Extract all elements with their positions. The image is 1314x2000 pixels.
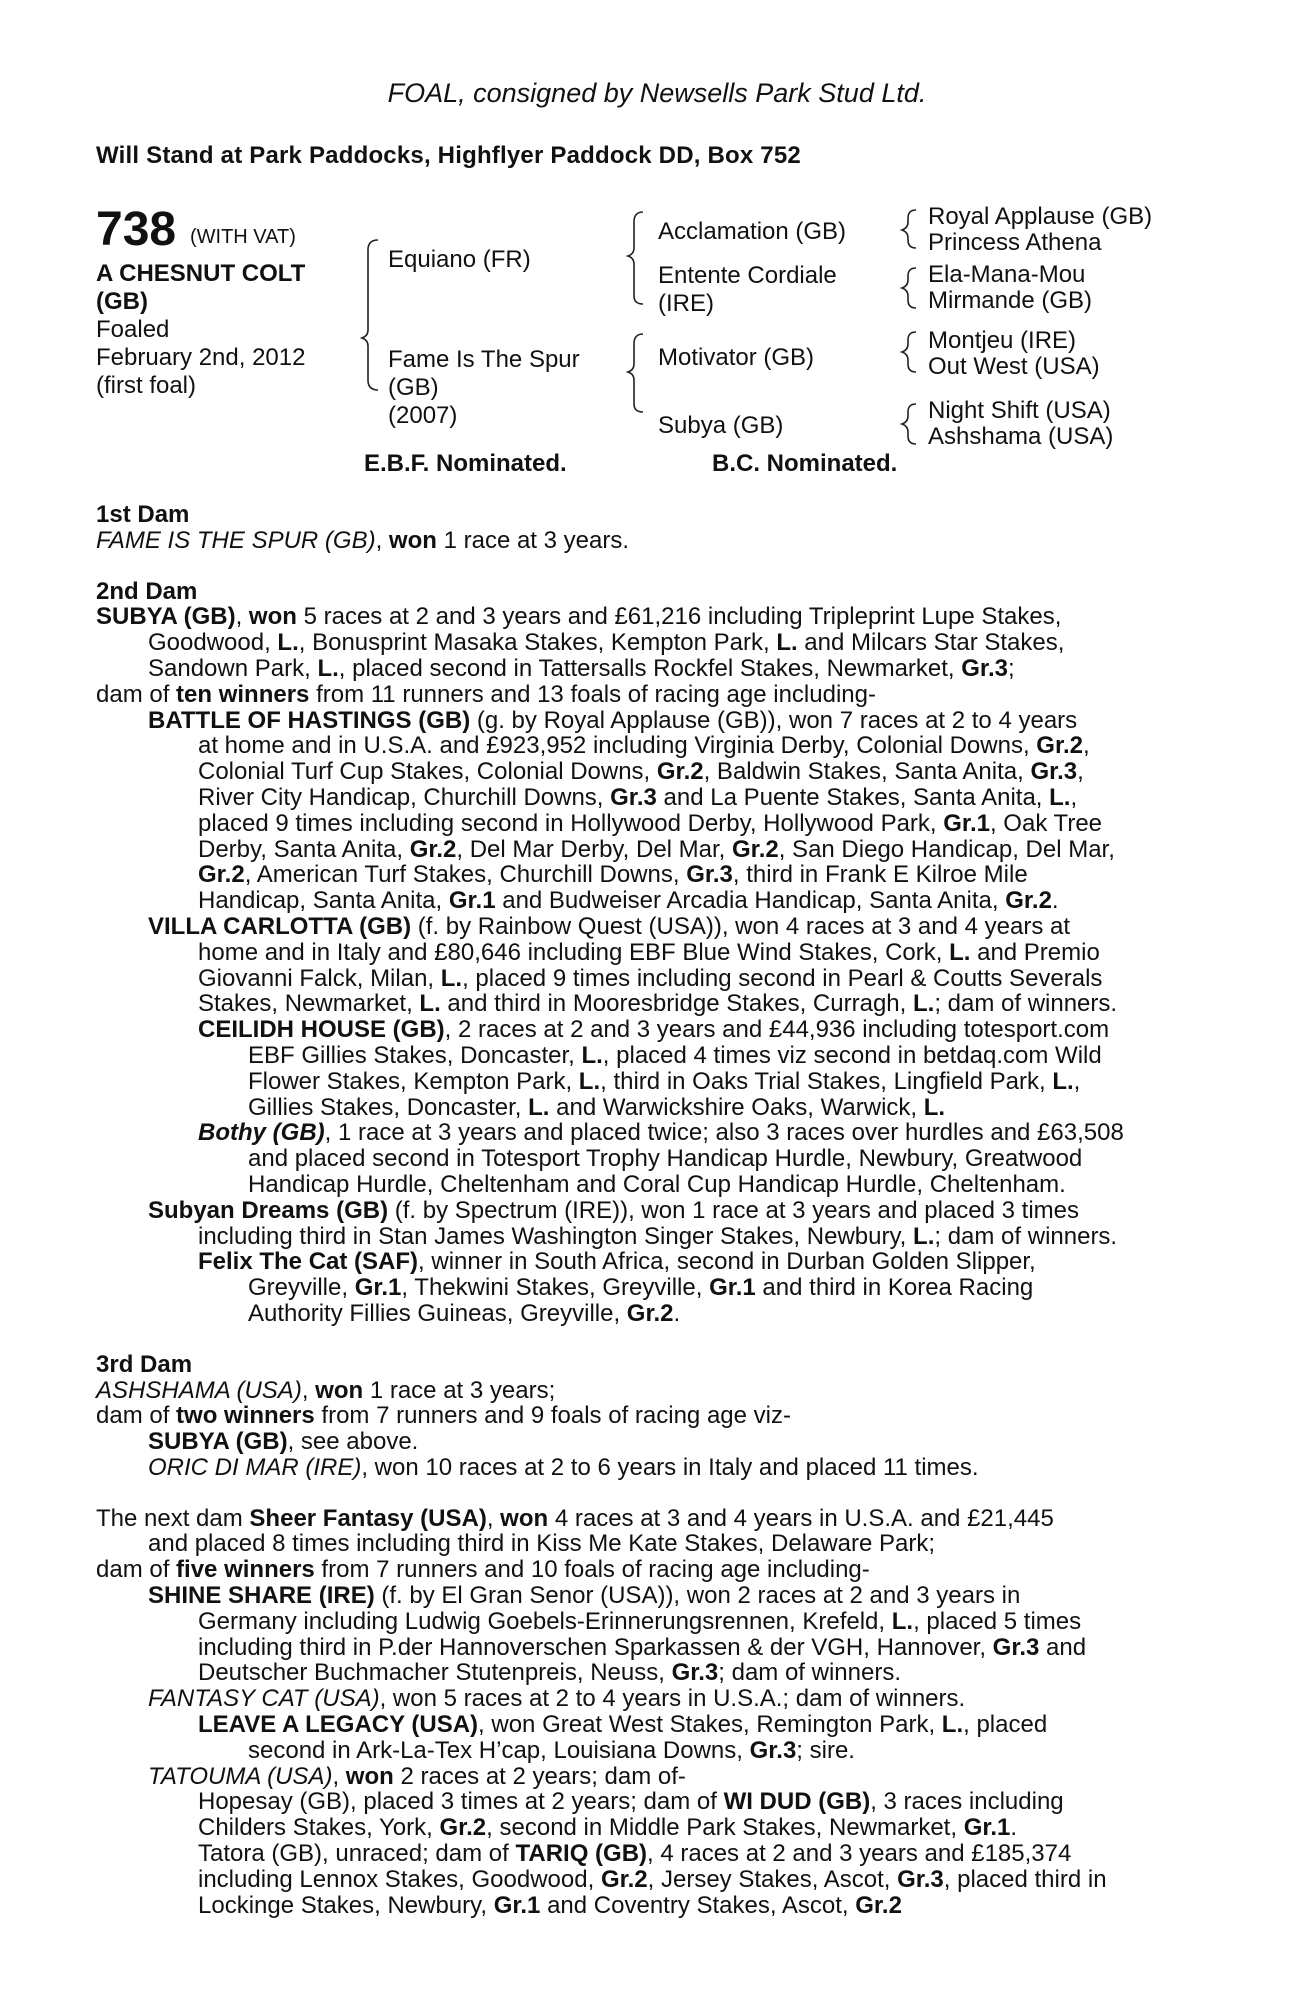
text: ,: [332, 1762, 346, 1790]
dam2-line2: [96, 630, 1206, 656]
dam1-won: won: [388, 526, 437, 554]
dam2-name: SUBYA (GB): [96, 603, 236, 631]
shine-line2: [96, 1609, 1206, 1635]
race-grade: L.: [913, 1222, 935, 1250]
brace-dam: [628, 334, 643, 412]
brace-g1-g2: [902, 210, 916, 248]
race-grade: Gr.2: [600, 1865, 648, 1893]
text: , placed 9 times including second in Pearl & Coutts Severals: [462, 964, 1103, 992]
battle-line3: [96, 759, 1206, 785]
g8: Ashshama (USA): [928, 423, 1114, 450]
race-grade: L.: [776, 629, 798, 657]
text: , Thekwini Stakes, Greyville,: [401, 1274, 710, 1302]
text: ,: [1077, 758, 1084, 786]
text: River City Handicap, Churchill Downs,: [198, 783, 611, 811]
race-grade: Gr.1: [943, 809, 990, 837]
text: 2 races at 2 years; dam of-: [393, 1762, 686, 1790]
shine-line4: [96, 1660, 1206, 1686]
text: and Milcars Star Stakes,: [797, 629, 1065, 657]
text: ; dam of winners.: [934, 990, 1118, 1018]
text: Colonial Turf Cup Stakes, Colonial Downs,: [198, 758, 657, 786]
dam2-line4: [96, 682, 1206, 708]
foaled-label: Foaled: [96, 316, 170, 343]
race-grade: L.: [581, 1041, 603, 1069]
text: , third in Oaks Trial Stakes, Lingfield Park,: [600, 1067, 1053, 1095]
text: .: [1010, 1814, 1018, 1842]
text: .: [1051, 887, 1059, 915]
dam3-name: ASHSHAMA (USA): [96, 1376, 302, 1404]
text: home and in Italy and £80,646 including EBF Blue Wind Stakes, Cork,: [198, 938, 950, 966]
sire-dam-line2: (IRE): [658, 290, 714, 317]
text: Stakes, Newmarket,: [198, 990, 420, 1018]
race-grade: Gr.3: [897, 1865, 944, 1893]
winners-count: five winners: [176, 1556, 315, 1584]
race-grade: Gr.2: [855, 1891, 902, 1919]
g7: Night Shift (USA): [928, 397, 1111, 424]
next-won: won: [500, 1504, 549, 1532]
vat-note: (WITH VAT): [190, 226, 296, 248]
consignment-heading: FOAL, consigned by Newsells Park Stud Ltd.: [387, 78, 927, 108]
dam3-line2: [96, 1403, 1206, 1429]
text: dam of: [96, 1556, 177, 1584]
text: ;: [1007, 654, 1015, 682]
text: , see above.: [287, 1428, 419, 1456]
ebf-nominated: E.B.F. Nominated.: [364, 450, 567, 477]
race-grade: L.: [317, 654, 339, 682]
dam2-won: won: [248, 603, 297, 631]
race-grade: Gr.1: [493, 1891, 541, 1919]
text: from 7 runners and 10 foals of racing age including-: [314, 1556, 870, 1584]
text: including third in Stan James Washington Singer Stakes, Newbury,: [198, 1222, 914, 1250]
text: 4 races at 3 and 4 years in U.S.A. and £21,445: [548, 1504, 1054, 1532]
dam-name-line1: Fame Is The Spur: [388, 346, 580, 373]
family-body: [96, 502, 1206, 1918]
race-grade: Gr.2: [409, 835, 457, 863]
text: , San Diego Handicap, Del Mar,: [778, 835, 1115, 863]
battle-line4: [96, 785, 1206, 811]
text: (f. by Rainbow Quest (USA)), won 4 races at 3 and 4 years at: [411, 912, 1071, 940]
text: .: [673, 1299, 681, 1327]
text: Flower Stakes, Kempton Park,: [248, 1067, 579, 1095]
dam3-oric: [96, 1455, 1206, 1481]
tatouma-name: TATOUMA (USA): [148, 1762, 333, 1790]
text: , 3 races including: [870, 1788, 1064, 1816]
bc-nominated: B.C. Nominated.: [712, 450, 898, 477]
race-grade: Gr.3: [1030, 758, 1078, 786]
battle-line6: [96, 837, 1206, 863]
text: from 7 runners and 9 foals of racing age viz-: [314, 1402, 791, 1430]
race-grade: Gr.3: [686, 861, 733, 889]
subyan-line2: [96, 1224, 1206, 1250]
bothy-line1: [96, 1120, 1206, 1146]
text: , placed: [963, 1711, 1048, 1739]
text: ,: [486, 1504, 501, 1532]
race-grade: L.: [528, 1093, 550, 1121]
sire-dam-line1: Entente Cordiale: [658, 262, 837, 289]
subyan-line1: [96, 1198, 1206, 1224]
lot-number: 738: [96, 203, 177, 256]
grandparents-4: [928, 398, 1113, 450]
tariq-name: TARIQ (GB): [515, 1840, 648, 1868]
ceilidh-line3: [96, 1069, 1206, 1095]
race-grade: Gr.2: [439, 1814, 487, 1842]
race-grade: L.: [419, 990, 441, 1018]
brace-sire: [628, 212, 643, 304]
horse-description-2: (GB): [96, 288, 148, 315]
race-grade: L.: [1049, 783, 1071, 811]
battle-line7: [96, 862, 1206, 888]
brace-g3-g4: [902, 268, 916, 308]
text: ,: [1073, 1067, 1081, 1095]
brace-sire-dam: [362, 240, 378, 390]
text: , Oak Tree: [989, 809, 1103, 837]
villa-line4: [96, 991, 1206, 1017]
text: Sandown Park,: [148, 654, 318, 682]
text: dam of: [96, 1402, 177, 1430]
text: , American Turf Stakes, Churchill Downs,: [244, 861, 687, 889]
text: ; dam of winners.: [934, 1222, 1118, 1250]
text: Childers Stakes, York,: [198, 1814, 440, 1842]
dam3-won: won: [315, 1376, 364, 1404]
legacy-line1: [96, 1712, 1206, 1738]
grandparents-2: [928, 262, 1092, 314]
text: placed 9 times including second in Hollywood Derby, Hollywood Park,: [198, 809, 944, 837]
text: dam of: [96, 680, 177, 708]
text: Deutscher Buchmacher Stutenpreis, Neuss,: [198, 1659, 672, 1687]
text: Giovanni Falck, Milan,: [198, 964, 441, 992]
dam-year: (2007): [388, 402, 458, 429]
text: (f. by Spectrum (IRE)), won 1 race at 3 years and placed 3 times: [388, 1196, 1080, 1224]
bothy-line3: Handicap Hurdle, Cheltenham and Coral Cup Handicap Hurdle, Cheltenham.: [248, 1170, 1066, 1198]
race-grade: Gr.2: [732, 835, 779, 863]
horse-description-1: A CHESNUT COLT: [96, 260, 306, 287]
text: , 1 race at 3 years and placed twice; also 3 races over hurdles and £63,508: [324, 1119, 1124, 1147]
dam1-name: FAME IS THE SPUR (GB): [96, 526, 376, 554]
text: ,: [1082, 732, 1090, 760]
text: and Budweiser Arcadia Handicap, Santa Anita,: [495, 887, 1006, 915]
ceilidh-line1: [96, 1017, 1206, 1043]
battle-line5: [96, 811, 1206, 837]
text: , 4 races at 2 and 3 years and £185,374: [647, 1840, 1072, 1868]
text: and Warwickshire Oaks, Warwick,: [549, 1093, 924, 1121]
race-grade: Gr.3: [749, 1736, 797, 1764]
text: and Premio: [970, 938, 1100, 966]
tatouma-won: won: [345, 1762, 394, 1790]
g4: Mirmande (GB): [928, 287, 1093, 314]
hopesay-line2: [96, 1815, 1206, 1841]
race-grade: L.: [1052, 1067, 1074, 1095]
race-grade: L.: [949, 938, 971, 966]
race-grade: Gr.2: [626, 1299, 674, 1327]
race-grade: L.: [941, 1711, 964, 1739]
text: including Lennox Stakes, Goodwood,: [198, 1865, 601, 1893]
fantasy-line: [96, 1686, 1206, 1712]
dam2-line3: [96, 656, 1206, 682]
race-grade: Gr.3: [961, 654, 1008, 682]
text: , Baldwin Stakes, Santa Anita,: [703, 758, 1031, 786]
text: at home and in U.S.A. and £923,952 including Virginia Derby, Colonial Downs,: [198, 732, 1037, 760]
text: Derby, Santa Anita,: [198, 835, 410, 863]
text: 1 race at 3 years;: [363, 1376, 556, 1404]
race-grade: Gr.1: [448, 887, 496, 915]
next-line3: [96, 1557, 1206, 1583]
text: , second in Middle Park Stakes, Newmarket,: [486, 1814, 964, 1842]
text: , Del Mar Derby, Del Mar,: [456, 835, 733, 863]
text: Hopesay (GB), placed 3 times at 2 years; dam of: [198, 1788, 724, 1816]
tatora-line2: [96, 1867, 1206, 1893]
text: , placed second in Tattersalls Rockfel Stakes, Newmarket,: [338, 654, 962, 682]
text: Goodwood,: [148, 629, 278, 657]
widud-name: WI DUD (GB): [723, 1788, 871, 1816]
dam3-subya: [96, 1429, 1206, 1455]
dam2-heading: 2nd Dam: [96, 577, 198, 605]
race-grade: Gr.3: [671, 1659, 719, 1687]
text: and third in Mooresbridge Stakes, Curragh,: [440, 990, 913, 1018]
race-grade: L.: [277, 629, 299, 657]
text: The next dam: [96, 1504, 250, 1532]
winners-count: ten winners: [176, 680, 310, 708]
dam-dam: Subya (GB): [658, 412, 784, 439]
text: Authority Fillies Guineas, Greyville,: [248, 1299, 627, 1327]
dam3-line1: ASHSHAMA (USA), won 1 race at 3 years;: [96, 1376, 556, 1404]
race-grade: Gr.1: [354, 1274, 402, 1302]
text: ,: [1070, 783, 1078, 811]
text: Germany including Ludwig Goebels-Erinnerungsrennen, Krefeld,: [198, 1607, 892, 1635]
text: ; dam of winners.: [718, 1659, 902, 1687]
race-grade: Gr.3: [610, 783, 657, 811]
tatora-line3: [96, 1893, 1206, 1919]
text: , winner in South Africa, second in Durban Golden Slipper,: [418, 1248, 1036, 1276]
text: ; sire.: [796, 1736, 855, 1764]
text: (f. by El Gran Senor (USA)), won 2 races at 2 and 3 years in: [374, 1582, 1021, 1610]
race-grade: Gr.2: [198, 861, 245, 889]
felix-name: Felix The Cat (SAF): [198, 1248, 419, 1276]
ceilidh-name: CEILIDH HOUSE (GB): [198, 1016, 445, 1044]
battle-name: BATTLE OF HASTINGS (GB): [148, 706, 471, 734]
dam3-heading: 3rd Dam: [96, 1350, 193, 1378]
grandparents-3: [928, 328, 1100, 380]
villa-name: VILLA CARLOTTA (GB): [148, 912, 412, 940]
text: 5 races at 2 and 3 years and £61,216 including Tripleprint Lupe Stakes,: [296, 603, 1062, 631]
oric-name: ORIC DI MAR (IRE): [148, 1453, 362, 1481]
text: , won 10 races at 2 to 6 years in Italy and placed 11 times.: [361, 1453, 979, 1481]
race-grade: Gr.2: [1005, 887, 1052, 915]
dam-sire: Motivator (GB): [658, 344, 815, 371]
text: Greyville,: [248, 1274, 355, 1302]
ceilidh-line4: [96, 1095, 1206, 1121]
text: Gillies Stakes, Doncaster,: [248, 1093, 529, 1121]
text: , placed 4 times viz second in betdaq.com Wild: [602, 1041, 1102, 1069]
text: and La Puente Stakes, Santa Anita,: [656, 783, 1050, 811]
g2: Princess Athena: [928, 229, 1102, 256]
bothy-line2: and placed second in Totesport Trophy Handicap Hurdle, Newbury, Greatwood: [248, 1145, 1083, 1173]
ceilidh-line2: [96, 1043, 1206, 1069]
foaled-date: February 2nd, 2012: [96, 344, 306, 371]
sire-dam: [658, 262, 837, 318]
race-grade: L.: [440, 964, 463, 992]
legacy-name: LEAVE A LEGACY (USA): [198, 1711, 479, 1739]
next-line2: and placed 8 times including third in Kiss Me Kate Stakes, Delaware Park;: [148, 1530, 936, 1558]
text: , Jersey Stakes, Ascot,: [647, 1865, 898, 1893]
text: and: [1039, 1633, 1087, 1661]
next-dam-name: Sheer Fantasy (USA): [249, 1504, 487, 1532]
text: Handicap, Santa Anita,: [198, 887, 449, 915]
g1: Royal Applause (GB): [928, 203, 1153, 230]
shine-name: SHINE SHARE (IRE): [148, 1582, 375, 1610]
shine-line3: [96, 1635, 1206, 1661]
text: and Coventry Stakes, Ascot,: [540, 1891, 856, 1919]
race-grade: Gr.3: [992, 1633, 1040, 1661]
sire-name: Equiano (FR): [388, 246, 531, 273]
next-line1: [96, 1506, 1206, 1532]
felix-line1: [96, 1249, 1206, 1275]
text: , placed third in: [943, 1865, 1107, 1893]
race-grade: Gr.2: [1036, 732, 1083, 760]
text: , Bonusprint Masaka Stakes, Kempton Park,: [298, 629, 777, 657]
villa-line1: [96, 914, 1206, 940]
brace-g5-g6: [902, 332, 916, 372]
grandparents-1: [928, 204, 1152, 256]
race-grade: Gr.2: [656, 758, 704, 786]
stand-location: Will Stand at Park Paddocks, Highflyer Paddock DD, Box 752: [96, 142, 801, 169]
winners-count: two winners: [176, 1402, 315, 1430]
g5: Montjeu (IRE): [928, 327, 1077, 354]
foal-note: (first foal): [96, 372, 197, 399]
g3: Ela-Mana-Mou: [928, 261, 1086, 288]
text: , third in Frank E Kilroe Mile: [732, 861, 1028, 889]
subya-name: SUBYA (GB): [148, 1428, 288, 1456]
shine-line1: [96, 1583, 1206, 1609]
hopesay-line1: [96, 1789, 1206, 1815]
sire-sire: Acclamation (GB): [658, 218, 847, 245]
text: second in Ark-La-Tex H’cap, Louisiana Downs,: [248, 1736, 750, 1764]
tatora-line1: [96, 1841, 1206, 1867]
text: including third in P.der Hannoverschen Sparkassen & der VGH, Hannover,: [198, 1633, 993, 1661]
fantasy-name: FANTASY CAT (USA): [148, 1685, 380, 1713]
bothy-name: Bothy (GB): [198, 1119, 325, 1147]
legacy-line2: [96, 1738, 1206, 1764]
text: , placed 5 times: [913, 1607, 1082, 1635]
race-grade: Gr.1: [709, 1274, 756, 1302]
subyan-name: Subyan Dreams (GB): [148, 1196, 389, 1224]
villa-line3: [96, 966, 1206, 992]
race-grade: Gr.1: [963, 1814, 1011, 1842]
text: Lockinge Stakes, Newbury,: [198, 1891, 494, 1919]
g6: Out West (USA): [928, 353, 1100, 380]
text: , won 5 races at 2 to 4 years in U.S.A.; dam of winners.: [379, 1685, 966, 1713]
felix-line3: [96, 1301, 1206, 1327]
villa-line2: [96, 940, 1206, 966]
text: Tatora (GB), unraced; dam of: [198, 1840, 516, 1868]
text: , won Great West Stakes, Remington Park,: [478, 1711, 942, 1739]
text: EBF Gillies Stakes, Doncaster,: [248, 1041, 582, 1069]
race-grade: L.: [891, 1607, 914, 1635]
dam-name-line2: (GB): [388, 374, 439, 401]
dam-name: [388, 346, 580, 430]
battle-line1: [96, 708, 1206, 734]
dam1-heading: 1st Dam: [96, 501, 190, 528]
race-grade: L.: [578, 1067, 601, 1095]
text: and third in Korea Racing: [755, 1274, 1034, 1302]
text: from 11 runners and 13 foals of racing age including-: [309, 680, 876, 708]
dam2-line1: SUBYA (GB), won 5 races at 2 and 3 years and £61,216 including Tripleprint Lupe Stakes,: [96, 603, 1062, 631]
text: (g. by Royal Applause (GB)), won 7 races at 2 to 4 years: [470, 706, 1078, 734]
battle-line2: [96, 733, 1206, 759]
race-grade: L.: [923, 1093, 946, 1121]
text: , 2 races at 2 and 3 years and £44,936 including totesport.com: [444, 1016, 1110, 1044]
race-grade: L.: [912, 990, 935, 1018]
tatouma-line: [96, 1764, 1206, 1790]
battle-line8: [96, 888, 1206, 914]
dam1-line: FAME IS THE SPUR (GB), won 1 race at 3 years.: [96, 526, 630, 554]
dam1-text: 1 race at 3 years.: [436, 526, 630, 554]
brace-g7-g8: [902, 404, 916, 444]
felix-line2: [96, 1275, 1206, 1301]
